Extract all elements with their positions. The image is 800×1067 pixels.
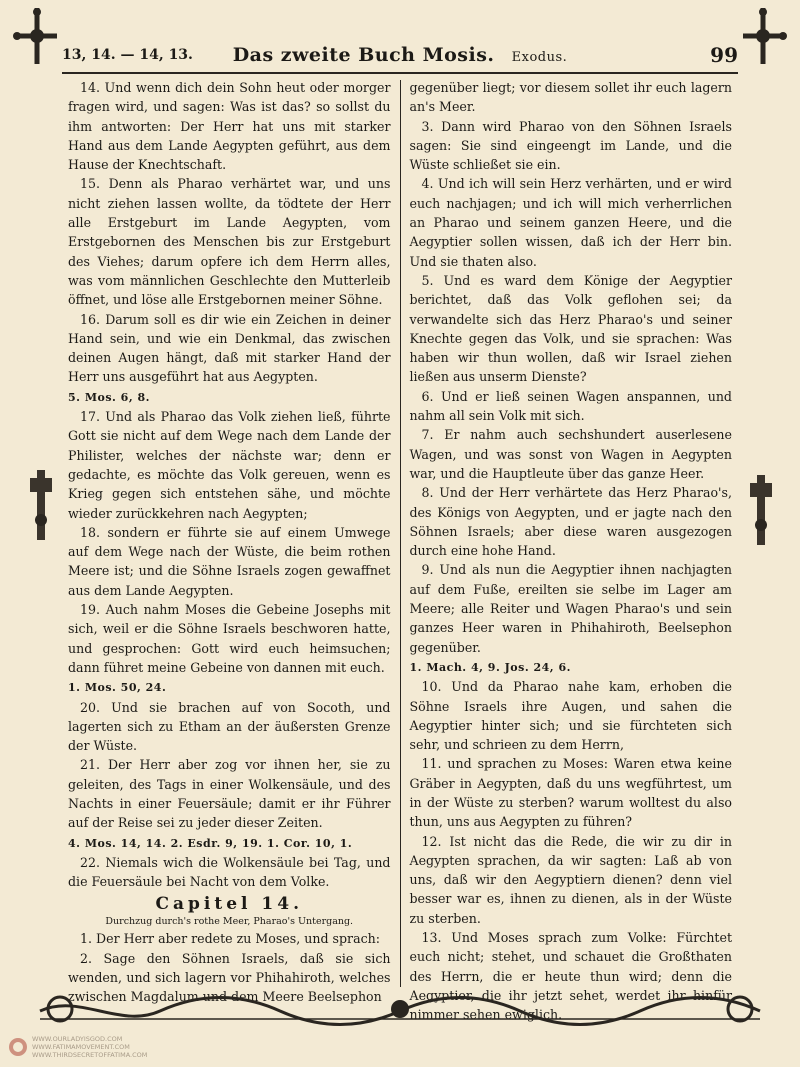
left-column — [68, 78, 400, 1005]
footer-ornament — [20, 989, 780, 1033]
page-number: 99 — [710, 43, 738, 67]
verse: 2. Sage den Söhnen Israels, daß sie sich wenden, und sich lagern vor Phihahiroth, welches zwischen Magdalum und dem Meere Beelsephon — [68, 950, 391, 1005]
cross-reference: 1. Mach. 4, 9. Jos. 24, 6. — [409, 660, 571, 674]
verse: 15. Denn als Pharao verhärtet war, und uns nicht ziehen lassen wollte, da tödtete der Herr alle Erstgeburt im Lande Aegypten, vom Erstgebornen des Menschen bis zur Erstgeburt des Viehes; darum opfere ich dem Herrn alles, was vom männlichen Geschlechte den Mutterleib öffnet, und löse alle Erstgebornen meiner Söhne. — [68, 176, 391, 308]
verse: 6. Und er ließ seinen Wagen anspannen, und nahm all sein Volk mit sich. — [409, 388, 732, 424]
watermark — [8, 1035, 147, 1059]
verse: 9. Und als nun die Aegyptier ihnen nachjagten auf dem Fuße, ereilten sie selbe im Lager am Meere; alle Reiter und Wagen Pharao's und sein ganzes Heer waren in Phihahiroth, Beelsephon gegenüber. 1. Mach. 4, 9. Jos. 24, 6. — [409, 562, 732, 674]
verse: 21. Der Herr aber zog vor ihnen her, sie zu geleiten, des Tags in einer Wolkensäule, und des Nachts in einer Feuersäule; damit er ihr Führer auf der Reise sei zu jeder dieser Zeiten. 4. Mos. 14, 14. 2. Esdr. 9, 19. 1. Cor. 10, 1. — [68, 757, 391, 850]
seal-icon — [8, 1037, 28, 1057]
book-title-text: Das zweite Buch Mosis. — [232, 44, 495, 66]
verse: 12. Ist nicht das die Rede, die wir zu dir in Aegypten sprachen, da wir sagten: Laß ab von uns, daß wir den Aegyptiern dienen? denn viel besser war es, ihnen zu dienen, als in der Wüste zu sterben. — [409, 833, 732, 926]
verse: 11. und sprachen zu Moses: Waren etwa keine Gräber in Aegypten, daß du uns wegführtest, um in der Wüste zu sterben? warum wolltest du also thun, uns aus Aegypten zu führen? — [409, 756, 732, 830]
book-subtitle: Exodus. — [511, 50, 568, 65]
chapter-summary: Durchzug durch's rothe Meer, Pharao's Untergang. — [105, 916, 354, 928]
verse: 20. Und sie brachen auf von Socoth, und lagerten sich zu Etham an der äußersten Grenze der Wüste. — [68, 699, 391, 754]
verse-continuation: gegenüber liegt; vor diesem sollet ihr euch lagern an's Meer. — [409, 80, 732, 115]
chapter-heading: Capitel 14. — [155, 894, 303, 915]
side-ornament-left — [28, 470, 54, 540]
verse: 14. Und wenn dich dein Sohn heut oder morger fragen wird, und sagen: Was ist das? so sollst du ihm antworten: Der Herr hat uns mit starker Hand aus dem Lande Aegypten geführt, aus dem Hause der Knechtschaft. — [68, 80, 391, 173]
verse: 8. Und der Herr verhärtete das Herz Pharao's, des Königs von Aegypten, und er jagte nach den Söhnen Israels; aber diese waren ausgezogen durch eine hohe Hand. — [409, 485, 732, 559]
verse: 13. Und Moses sprach zum Volke: Fürchtet euch nicht; stehet, und schauet die Großthaten des Herrn, die er heute thun wird; denn die Aegyptier, die ihr jetzt sehet, werdet ihr hinfür nimmer sehen ewiglich. — [409, 930, 732, 1023]
side-ornament-right — [748, 475, 774, 545]
right-column — [401, 78, 733, 1023]
page-header — [62, 38, 738, 74]
cross-reference: 5. Mos. 6, 8. — [68, 390, 150, 404]
watermark-text: WWW.OURLADYISGOD.COM WWW.FATIMAMOVEMENT.COM WWW.THIRDSECRETOFFATIMA.COM — [32, 1035, 148, 1059]
verse: 3. Dann wird Pharao von den Söhnen Israels sagen: Sie sind eingeengt im Lande, und die Wüste schließet sie ein. — [409, 118, 732, 173]
corner-ornament-top-left — [12, 6, 62, 66]
verse: 18. sondern er führte sie auf einem Umwege auf dem Wege nach der Wüste, die beim rothen Meere ist; und die Söhne Israels zogen gewaffnet aus dem Lande Aegypten. — [68, 524, 391, 598]
verse: 19. Auch nahm Moses die Gebeine Josephs mit sich, weil er die Söhne Israels beschworen hatte, und gesprochen: Gott wird euch heimsuchen; dann führet meine Gebeine von dannen mit euch. 1. Mos. 50, 24. — [68, 602, 391, 695]
verse: 17. Und als Pharao das Volk ziehen ließ, führte Gott sie nicht auf dem Wege nach dem Lande der Philister, welches der nächste war; denn er gedachte, es möchte das Volk gereuen, wenn es Krieg gegen sich entstehen sähe, und möchte wieder zurückkehren nach Aegypten; — [68, 409, 391, 521]
corner-ornament-top-right — [738, 6, 788, 66]
book-title — [233, 44, 568, 66]
verse: 1. Der Herr aber redete zu Moses, und sprach: — [80, 931, 380, 947]
cross-reference: 4. Mos. 14, 14. 2. Esdr. 9, 19. 1. Cor. 10, 1. — [68, 836, 353, 850]
chapter-verse-range: 13, 14. — 14, 13. — [62, 47, 193, 63]
cross-reference: 1. Mos. 50, 24. — [68, 681, 167, 695]
verse: 10. Und da Pharao nahe kam, erhoben die Söhne Israels ihre Augen, und sahen die Aegyptier hinter sich; und sie fürchteten sich sehr, und schrieen zu dem Herrn, — [409, 679, 732, 753]
verse: 22. Niemals wich die Wolkensäule bei Tag, und die Feuersäule bei Nacht von dem Volke. — [68, 854, 391, 890]
verse: 16. Darum soll es dir wie ein Zeichen in deiner Hand sein, und wie ein Denkmal, das zwischen deinen Augen hängt, daß mit starker Hand der Herr uns ausgeführt hat aus Aegypten. 5. Mos. 6, 8. — [68, 311, 391, 404]
verse: 7. Er nahm auch sechshundert auserlesene Wagen, und was sonst von Wagen in Aegypten war, und die Hauptleute über das ganze Heer. — [409, 427, 732, 481]
verse: 5. Und es ward dem Könige der Aegyptier berichtet, daß das Volk geflohen sei; da verwandelte sich das Herz Pharao's und seiner Knechte gegen das Volk, und sie sprachen: Was haben wir thun wollen, daß wir Israel ziehen ließen aus unserm Dienste? — [409, 272, 732, 385]
text-columns — [68, 78, 732, 1023]
verse: 4. Und ich will sein Herz verhärten, und er wird euch nachjagen; und ich will mich verherrlichen an Pharao und seinem ganzen Heere, und die Aegyptier sollen wissen, daß ich der Herr bin. Und sie thaten also. — [409, 176, 732, 269]
